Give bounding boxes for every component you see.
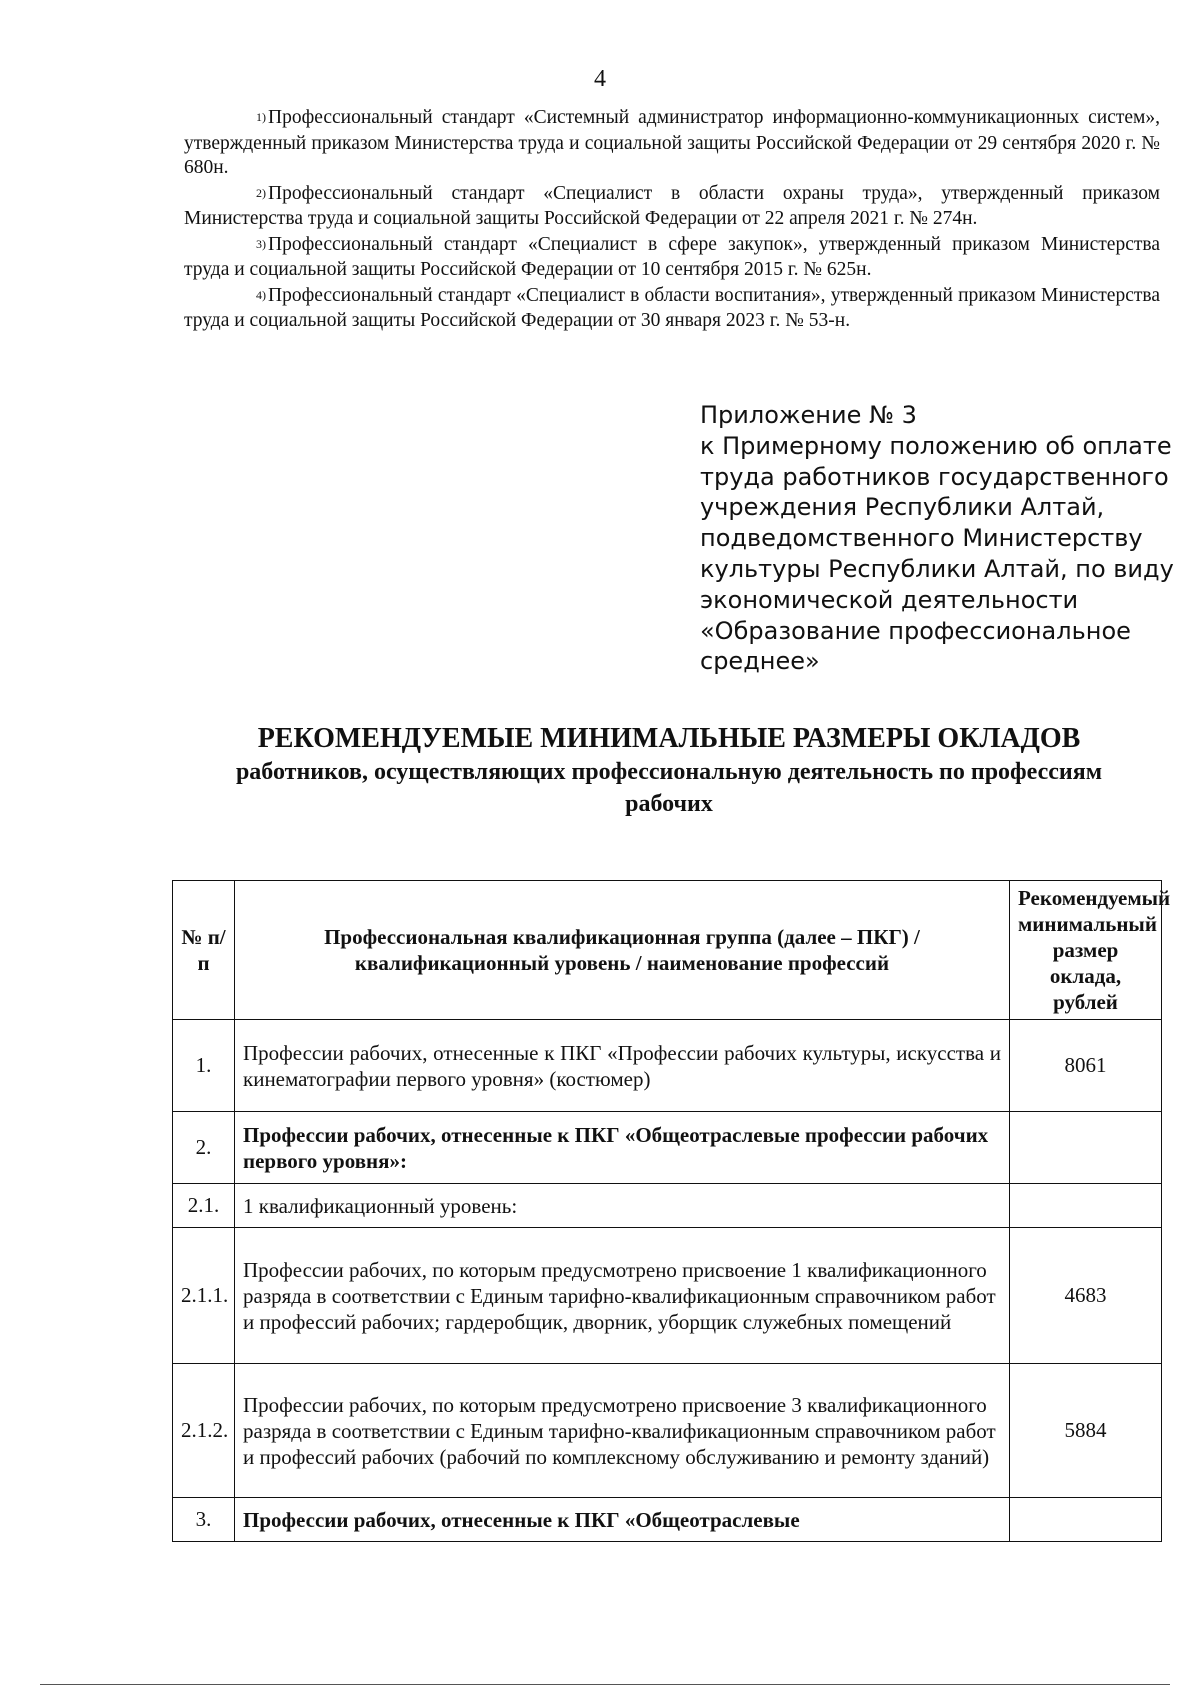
row-num: 1.	[173, 1020, 235, 1112]
header-group: Профессиональная квалификационная группа (далее – ПКГ) / квалификационный уровень / наименование профессий	[235, 881, 1010, 1020]
table-row	[173, 1498, 1162, 1542]
table-row	[173, 1112, 1162, 1184]
appendix-line: подведомственного Министерству	[700, 524, 1143, 553]
row-num: 2.	[173, 1112, 235, 1184]
appendix-line: труда работников государственного	[700, 462, 1169, 491]
footnote-mark: 2)	[256, 185, 266, 200]
row-salary: 5884	[1010, 1364, 1162, 1498]
row-num: 2.1.	[173, 1184, 235, 1228]
appendix-line: учреждения Республики Алтай,	[700, 493, 1105, 522]
footnote-mark: 1)	[256, 110, 266, 124]
row-salary: 4683	[1010, 1228, 1162, 1364]
appendix-line: «Образование профессиональное	[700, 616, 1131, 645]
footnote-text: Профессиональный стандарт «Системный администратор информационно-коммуникационных систем», утвержденный приказом Министерства труда и социальной защиты Российской Федерации от 29 сентября 2020 г. № 680н.	[184, 107, 1160, 178]
table-row	[173, 1228, 1162, 1364]
row-num: 2.1.2.	[173, 1364, 235, 1498]
footnotes	[184, 106, 1160, 335]
page-number: 4	[594, 66, 606, 92]
header-num: № п/п	[173, 881, 235, 1020]
document-subtitle: работников, осуществляющих профессиональную деятельность по профессиям рабочих	[235, 759, 1103, 817]
footnote	[184, 233, 1160, 283]
appendix-block	[700, 400, 1174, 677]
appendix-line: культуры Республики Алтай, по виду	[700, 554, 1174, 583]
row-salary	[1010, 1112, 1162, 1184]
document-title: РЕКОМЕНДУЕМЫЕ МИНИМАЛЬНЫЕ РАЗМЕРЫ ОКЛАДОВ	[257, 723, 1081, 754]
footnote-text: Профессиональный стандарт «Специалист в области охраны труда», утвержденный приказом Министерства труда и социальной защиты Российской Федерации от 22 апреля 2021 г. № 274н.	[184, 182, 1160, 229]
row-text: Профессии рабочих, по которым предусмотрено присвоение 1 квалификационного разряда в соответствии с Единым тарифно-квалификационным справочником работ и профессий рабочих; гардеробщик, дворник, уборщик служебных помещений	[235, 1228, 1010, 1364]
table-header-row	[173, 881, 1162, 1020]
salary-table	[172, 880, 1171, 1542]
row-text: Профессии рабочих, отнесенные к ПКГ «Общеотраслевые	[235, 1498, 1010, 1542]
page-bottom-rule	[40, 1684, 1170, 1685]
table-row	[173, 1184, 1162, 1228]
appendix-line: Приложение № 3	[700, 401, 917, 429]
row-salary	[1010, 1498, 1162, 1542]
row-text: Профессии рабочих, отнесенные к ПКГ «Профессии рабочих культуры, искусства и кинематографии первого уровня» (костюмер)	[235, 1020, 1010, 1112]
footnote	[184, 106, 1160, 181]
footnote	[184, 182, 1160, 232]
footnote-mark: 3)	[256, 236, 266, 251]
row-text: 1 квалификационный уровень:	[235, 1184, 1010, 1228]
footnote-text: Профессиональный стандарт «Специалист в области воспитания», утвержденный приказом Министерства труда и социальной защиты Российской Федерации от 30 января 2023 г. № 53-н.	[184, 284, 1160, 331]
appendix-line: экономической деятельности	[700, 585, 1079, 614]
table-row	[173, 1364, 1162, 1498]
header-salary: Рекомендуемый минимальный размер оклада, рублей	[1010, 881, 1162, 1020]
row-salary: 8061	[1010, 1020, 1162, 1112]
appendix-line: к Примерному положению об оплате	[700, 431, 1172, 460]
table-row	[173, 1020, 1162, 1112]
appendix-line: среднее»	[700, 647, 820, 676]
row-salary	[1010, 1184, 1162, 1228]
row-num: 3.	[173, 1498, 235, 1542]
row-num: 2.1.1.	[173, 1228, 235, 1364]
footnote-mark: 4)	[256, 287, 266, 302]
footnote-text: Профессиональный стандарт «Специалист в сфере закупок», утвержденный приказом Министерства труда и социальной защиты Российской Федерации от 10 сентября 2015 г. № 625н.	[184, 233, 1160, 280]
footnote	[184, 284, 1160, 334]
row-text: Профессии рабочих, по которым предусмотрено присвоение 3 квалификационного разряда в соответствии с Единым тарифно-квалификационным справочником работ и профессий рабочих (рабочий по комплексному обслуживанию и ремонту зданий)	[235, 1364, 1010, 1498]
row-text: Профессии рабочих, отнесенные к ПКГ «Общеотраслевые профессии рабочих первого уровня»:	[235, 1112, 1010, 1184]
document-heading	[190, 722, 1148, 820]
